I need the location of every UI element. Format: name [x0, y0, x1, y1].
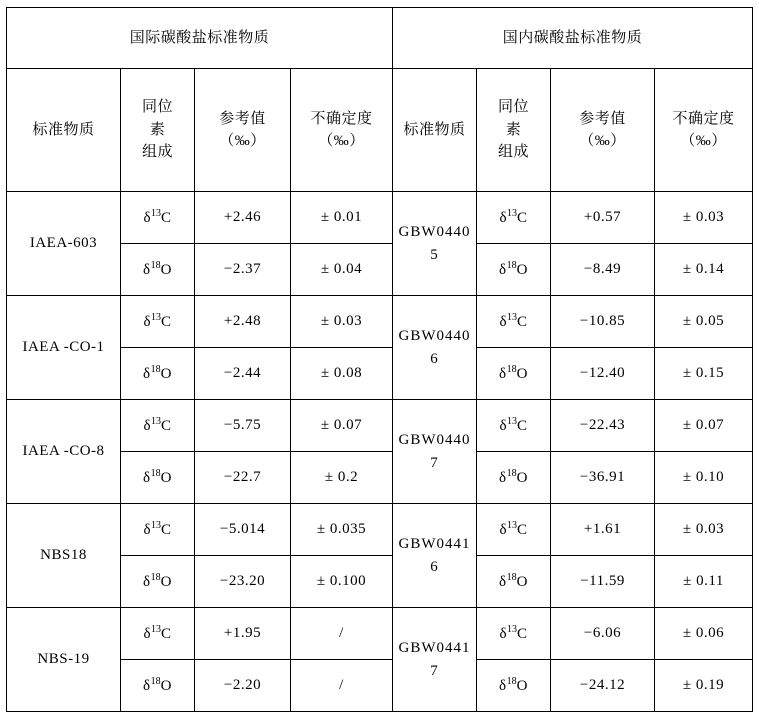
isotope-label: $\delta^{13}C$	[477, 504, 551, 556]
isotope-label: $\delta^{13}C$	[121, 400, 195, 452]
header-reference-intl	[195, 69, 291, 192]
header-uncertainty-dom-line-1: 不确定度	[672, 110, 735, 127]
header-isotope-dom-line-1: 同位	[498, 99, 530, 116]
header-reference-line-2: （‰）	[219, 133, 266, 149]
header-reference-line-1: 参考值	[219, 110, 266, 127]
reference-value: −22.43	[551, 400, 655, 452]
column-header-row	[7, 69, 753, 192]
table-row	[7, 504, 753, 556]
isotope-label: $\delta^{18}O$	[121, 348, 195, 400]
uncertainty-value: ± 0.08	[291, 348, 393, 400]
reference-value: −23.20	[195, 556, 291, 608]
group-header-row	[7, 8, 753, 69]
reference-value: −24.12	[551, 660, 655, 712]
reference-value: −2.37	[195, 244, 291, 296]
header-material-intl: 标准物质	[7, 69, 121, 192]
reference-value: +2.48	[195, 296, 291, 348]
isotope-label: $\delta^{18}O$	[477, 244, 551, 296]
uncertainty-value: ± 0.15	[655, 348, 753, 400]
uncertainty-value: ± 0.03	[655, 504, 753, 556]
uncertainty-value: ± 0.035	[291, 504, 393, 556]
uncertainty-value: ± 0.07	[655, 400, 753, 452]
header-uncertainty-line-2: （‰）	[318, 133, 365, 149]
isotope-label: $\delta^{13}C$	[477, 608, 551, 660]
header-material-dom	[393, 69, 477, 192]
material-name-intl: IAEA -CO-1	[7, 296, 121, 400]
header-reference-dom	[551, 69, 655, 192]
isotope-label: $\delta^{18}O$	[477, 348, 551, 400]
isotope-label: $\delta^{13}C$	[121, 192, 195, 244]
table-row	[7, 608, 753, 660]
header-uncertainty-intl	[291, 69, 393, 192]
header-uncertainty-dom-line-2: （‰）	[680, 133, 727, 149]
header-isotope-line-1: 同位	[141, 99, 173, 116]
isotope-label: $\delta^{18}O$	[121, 244, 195, 296]
reference-value: −22.7	[195, 452, 291, 504]
uncertainty-value: ± 0.100	[291, 556, 393, 608]
isotope-label: $\delta^{18}O$	[477, 452, 551, 504]
isotope-label: $\delta^{13}C$	[477, 296, 551, 348]
reference-value: −2.44	[195, 348, 291, 400]
material-name-intl: IAEA -CO-8	[7, 400, 121, 504]
material-name-dom: GBW0440 6	[393, 296, 477, 400]
reference-value: −11.59	[551, 556, 655, 608]
header-isotope-dom-line-2: 素	[505, 121, 522, 138]
material-name-dom: GBW0441 6	[393, 504, 477, 608]
reference-value: −6.06	[551, 608, 655, 660]
reference-value: +1.61	[551, 504, 655, 556]
isotope-label: $\delta^{13}C$	[121, 296, 195, 348]
reference-value: −2.20	[195, 660, 291, 712]
uncertainty-value: ± 0.14	[655, 244, 753, 296]
reference-value: −10.85	[551, 296, 655, 348]
isotope-label: $\delta^{18}O$	[121, 452, 195, 504]
header-isotope-intl	[121, 69, 195, 192]
table-row	[7, 296, 753, 348]
uncertainty-value: ± 0.06	[655, 608, 753, 660]
header-reference-dom-line-1: 参考值	[579, 110, 626, 127]
material-name-intl: NBS18	[7, 504, 121, 608]
isotope-label: $\delta^{13}C$	[121, 608, 195, 660]
reference-value: +0.57	[551, 192, 655, 244]
reference-value: −5.014	[195, 504, 291, 556]
isotope-label: $\delta^{13}C$	[477, 400, 551, 452]
reference-value: −5.75	[195, 400, 291, 452]
isotope-label: $\delta^{13}C$	[121, 504, 195, 556]
isotope-label: $\delta^{18}O$	[477, 660, 551, 712]
group-header-domestic: 国内碳酸盐标准物质	[393, 8, 753, 69]
reference-value: +2.46	[195, 192, 291, 244]
reference-value: −8.49	[551, 244, 655, 296]
uncertainty-value: /	[291, 608, 393, 660]
header-reference-dom-line-2: （‰）	[579, 133, 626, 149]
uncertainty-value: ± 0.11	[655, 556, 753, 608]
material-name-intl: NBS-19	[7, 608, 121, 712]
material-name-dom: GBW0440 7	[393, 400, 477, 504]
reference-value: +1.95	[195, 608, 291, 660]
isotope-label: $\delta^{18}O$	[121, 556, 195, 608]
reference-value: −12.40	[551, 348, 655, 400]
material-name-dom: GBW0441 7	[393, 608, 477, 712]
material-name-intl: IAEA-603	[7, 192, 121, 296]
header-uncertainty-line-1: 不确定度	[310, 110, 373, 127]
uncertainty-value: ± 0.19	[655, 660, 753, 712]
group-header-international: 国际碳酸盐标准物质	[7, 8, 393, 69]
standard-materials-table	[6, 7, 753, 712]
material-name-dom: GBW0440 5	[393, 192, 477, 296]
uncertainty-value: ± 0.2	[291, 452, 393, 504]
table-row	[7, 400, 753, 452]
uncertainty-value: ± 0.04	[291, 244, 393, 296]
uncertainty-value: ± 0.07	[291, 400, 393, 452]
header-isotope-dom	[477, 69, 551, 192]
isotope-label: $\delta^{18}O$	[477, 556, 551, 608]
uncertainty-value: ± 0.03	[291, 296, 393, 348]
header-material-dom-text: 标准物质	[403, 121, 466, 138]
uncertainty-value: ± 0.05	[655, 296, 753, 348]
header-uncertainty-dom	[655, 69, 753, 192]
uncertainty-value: ± 0.10	[655, 452, 753, 504]
header-isotope-line-2: 素	[149, 121, 166, 138]
isotope-label: $\delta^{18}O$	[121, 660, 195, 712]
isotope-label: $\delta^{13}C$	[477, 192, 551, 244]
uncertainty-value: ± 0.01	[291, 192, 393, 244]
uncertainty-value: /	[291, 660, 393, 712]
header-isotope-dom-line-3: 组成	[498, 144, 530, 161]
table-row	[7, 192, 753, 244]
uncertainty-value: ± 0.03	[655, 192, 753, 244]
header-isotope-line-3: 组成	[141, 144, 173, 161]
reference-value: −36.91	[551, 452, 655, 504]
